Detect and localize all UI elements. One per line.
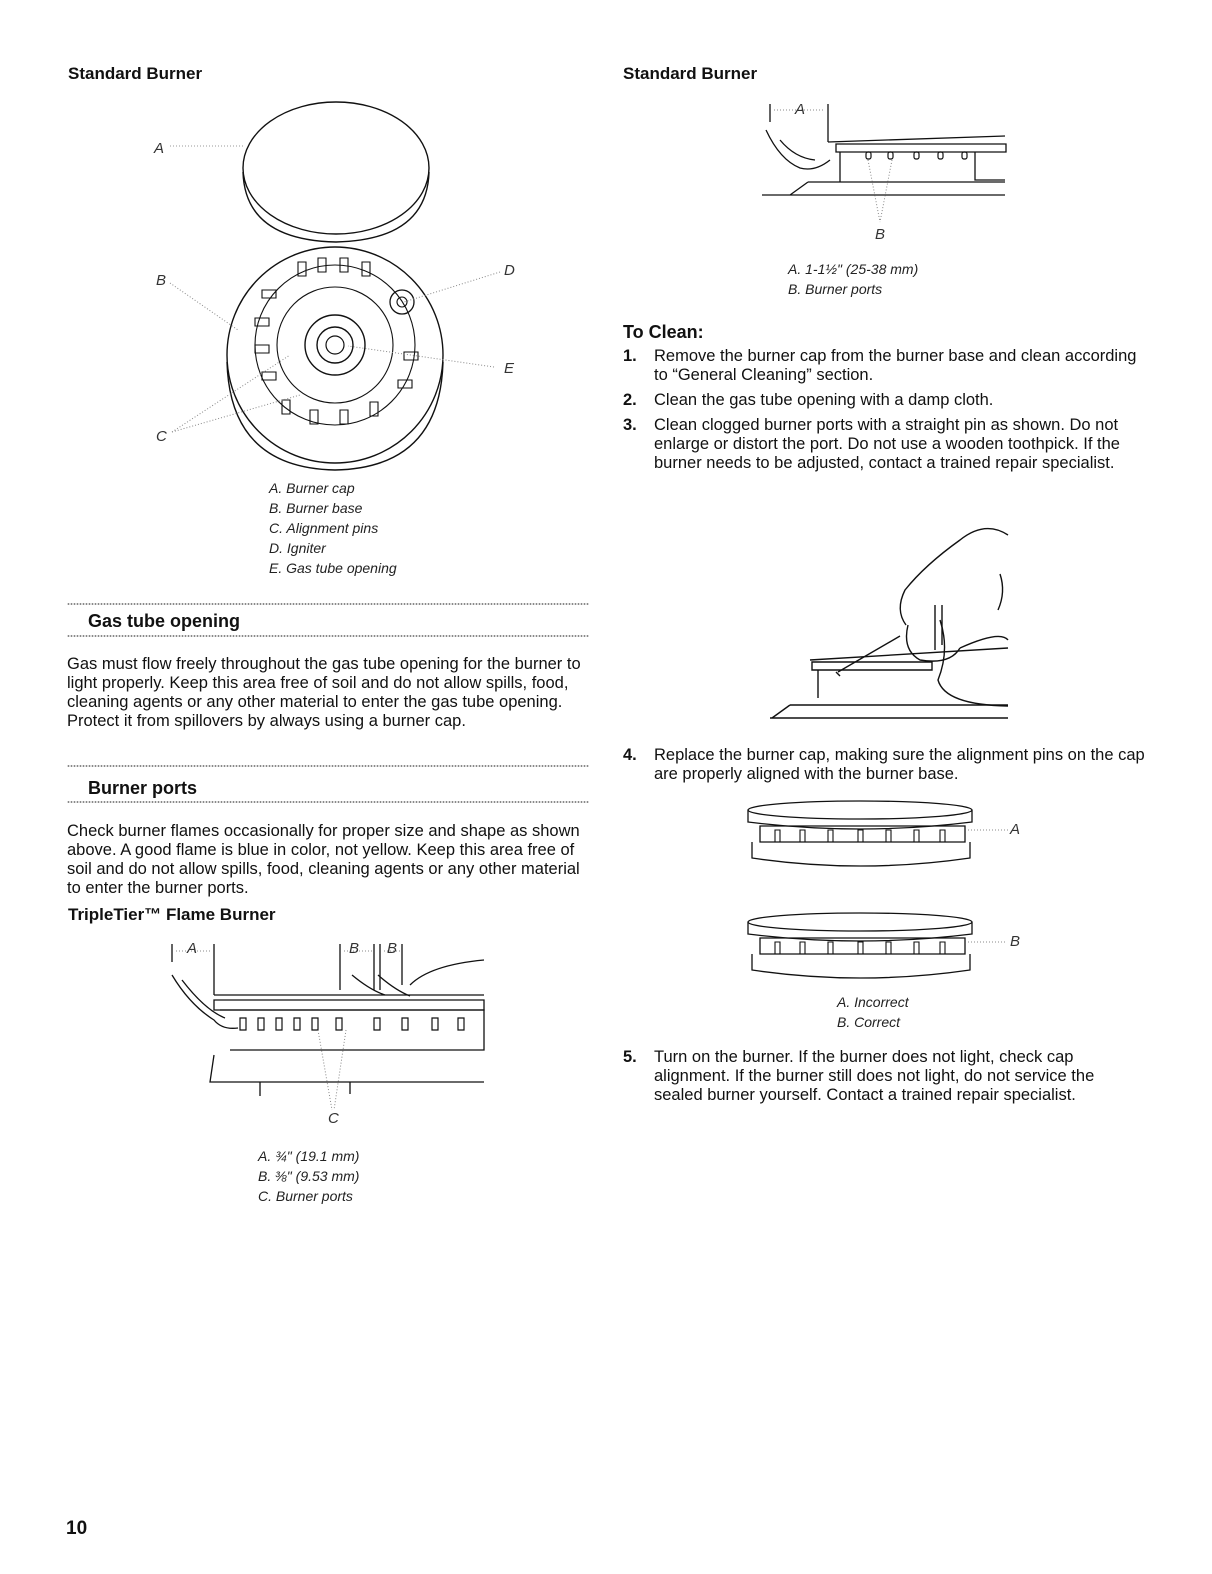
label-b: B [875, 226, 886, 243]
section-title-gas-tube-opening: Gas tube opening [88, 611, 241, 631]
label-b: B [1010, 933, 1021, 950]
step-text: Clean clogged burner ports with a straight pin as shown. Do not enlarge or distort the port. Do not use a wooden toothpick. If the burner needs to be adjusted, contact a trained repair specialist. [654, 416, 1120, 472]
label-a: A [154, 140, 165, 157]
label-c: C [156, 428, 167, 445]
label-a: A [795, 101, 806, 118]
caption-item: E. Gas tube opening [269, 560, 397, 576]
label-c: C [328, 1110, 339, 1127]
burner-ports-paragraph: Check burner flames occasionally for proper size and shape as shown above. A good flame is blue in color, not yellow. Keep this area free of soil and do not allow spills, food, cleaning agents or any other material to enter the burner ports. [67, 822, 580, 897]
caption-item: A. 1-1½" (25-38 mm) [788, 261, 919, 277]
right-figure-heading: Standard Burner [623, 64, 758, 83]
tripletier-heading: TripleTier™ Flame Burner [68, 905, 276, 924]
step-text: Clean the gas tube opening with a damp cloth. [654, 391, 994, 409]
step-number: 3. [623, 416, 637, 434]
label-b: B [387, 940, 398, 957]
step-number: 1. [623, 347, 637, 365]
label-a: A [187, 940, 198, 957]
label-b: B [156, 272, 167, 289]
to-clean-heading: To Clean: [623, 322, 704, 342]
label-e: E [504, 360, 515, 377]
caption-item: B. ⅜" (9.53 mm) [258, 1168, 360, 1184]
step-text: Replace the burner cap, making sure the alignment pins on the cap are properly aligned with the burner base. [654, 746, 1145, 783]
label-d: D [504, 262, 515, 279]
left-figure-heading: Standard Burner [68, 64, 203, 83]
caption-item: A. Incorrect [837, 994, 909, 1010]
step-text: Remove the burner cap from the burner base and clean according to “General Cleaning” section. [654, 347, 1137, 384]
step-number: 5. [623, 1048, 637, 1066]
caption-item: B. Correct [837, 1014, 901, 1030]
caption-item: A. ¾" (19.1 mm) [258, 1148, 360, 1164]
label-b: B [349, 940, 360, 957]
page-number: 10 [66, 1518, 88, 1539]
step-text: Turn on the burner. If the burner does not light, check cap alignment. If the burner still does not light, do not service the sealed burner yourself. Contact a trained repair specialist. [654, 1048, 1095, 1104]
caption-item: B. Burner ports [788, 281, 883, 297]
caption-item: D. Igniter [269, 540, 326, 556]
figure-caption-list [837, 992, 909, 1032]
step-number: 4. [623, 746, 637, 764]
caption-item: C. Alignment pins [269, 520, 379, 536]
gas-tube-paragraph: Gas must flow freely throughout the gas tube opening for the burner to light properly. Keep this area free of soil and do not allow spills, food, cleaning agents or any other material to enter the gas tube opening. Protect it from spillovers by always using a burner cap. [67, 655, 581, 730]
step-number: 2. [623, 391, 637, 409]
caption-item: C. Burner ports [258, 1188, 353, 1204]
label-a: A [1010, 821, 1021, 838]
caption-item: B. Burner base [269, 500, 363, 516]
step-5 [623, 1048, 1145, 1105]
section-title-burner-ports: Burner ports [88, 778, 198, 798]
caption-item: A. Burner cap [269, 480, 355, 496]
